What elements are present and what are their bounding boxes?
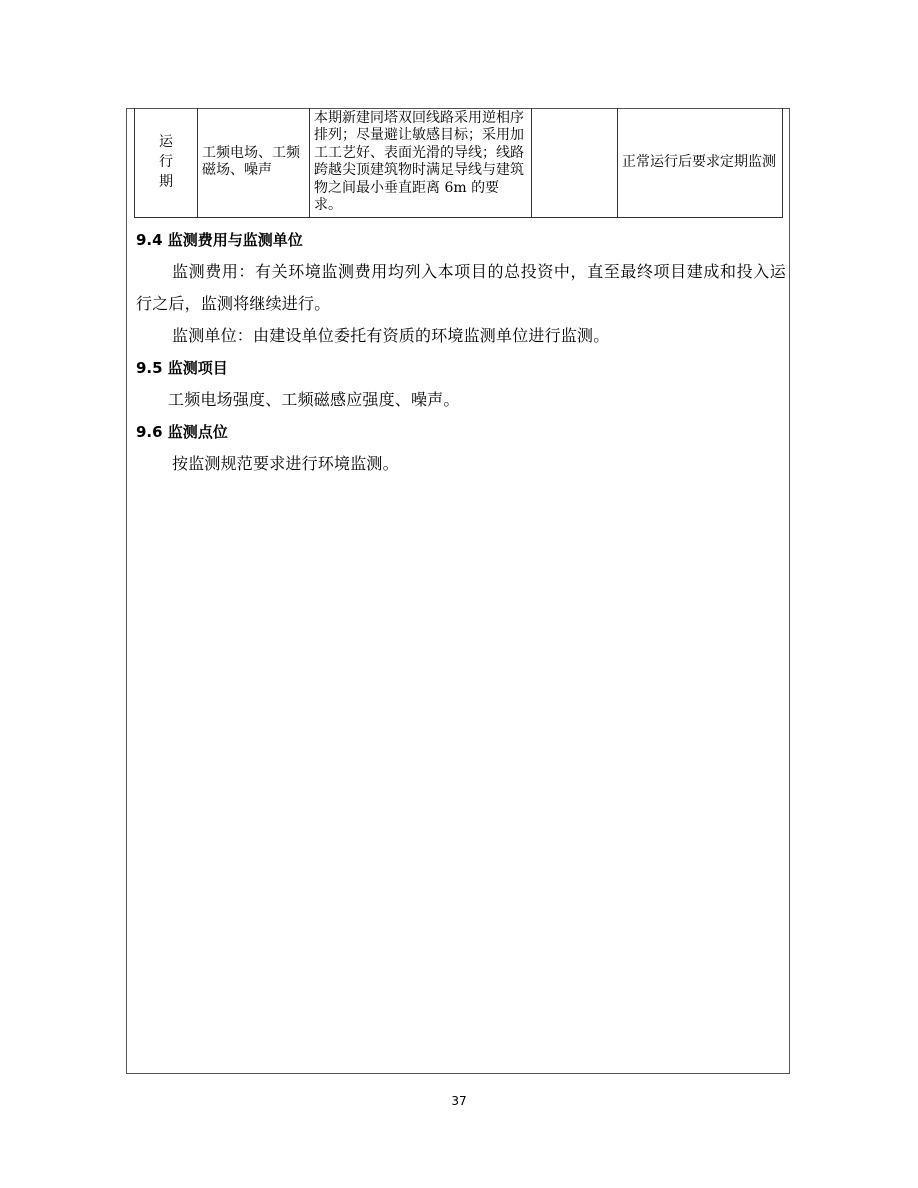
section-heading-9-5: 9.5 监测项目	[136, 359, 228, 377]
factor-cell: 工频电场、工频磁场、噪声	[198, 108, 310, 217]
stage-cell	[135, 108, 198, 217]
table-row	[135, 108, 783, 217]
monitoring-table	[134, 108, 783, 218]
stage-char: 期	[159, 174, 173, 191]
measures-cell: 本期新建同塔双回线路采用逆相序排列；尽量避让敏感目标；采用加工工艺好、表面光滑的导线；线路跨越尖顶建筑物时满足导线与建筑物之间最小垂直距离 6m 的要求。	[310, 108, 532, 217]
monitoring-cost-paragraph: 监测费用：有关环境监测费用均列入本项目的总投资中，直至最终项目建成和投入运行之后，监测将继续进行。	[136, 262, 786, 313]
monitoring-items-paragraph: 工频电场强度、工频磁感应强度、噪声。	[168, 390, 460, 409]
section-heading-9-6: 9.6 监测点位	[136, 423, 228, 441]
monitoring-points-paragraph: 按监测规范要求进行环境监测。	[172, 454, 399, 473]
stage-char: 运	[159, 134, 173, 151]
stage-char: 行	[159, 154, 173, 171]
section-heading-9-4: 9.4 监测费用与监测单位	[136, 231, 303, 249]
monitoring-unit-paragraph: 监测单位：由建设单位委托有资质的环境监测单位进行监测。	[172, 326, 610, 345]
document-body	[136, 224, 786, 480]
page-number: 37	[451, 1094, 467, 1108]
empty-cell	[532, 108, 618, 217]
requirement-cell: 正常运行后要求定期监测	[618, 108, 783, 217]
